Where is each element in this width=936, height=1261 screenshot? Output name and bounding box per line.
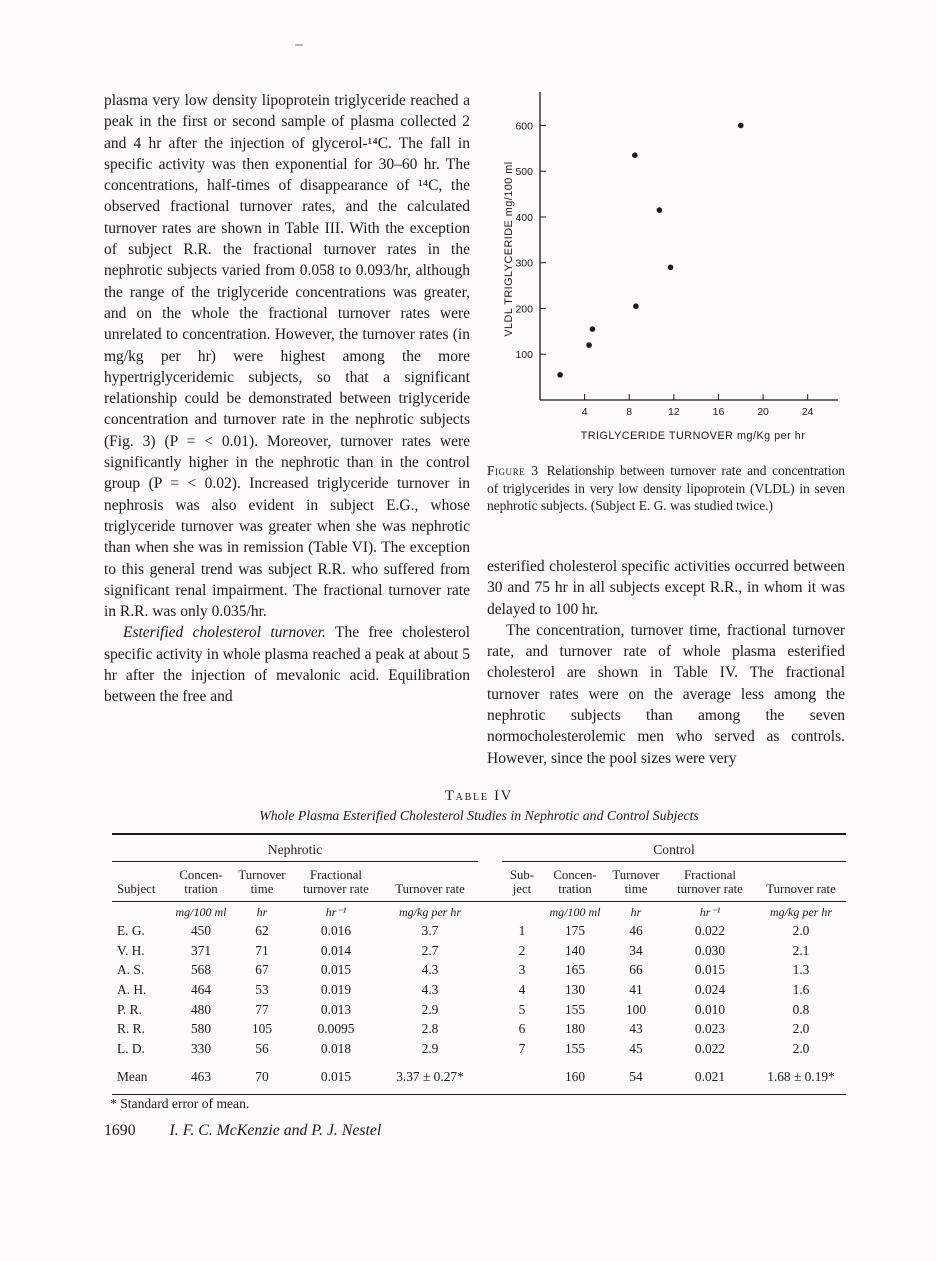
table-column-header-row [112, 862, 846, 902]
value-cell: 0.016 [320, 923, 352, 939]
group-header-control: Control [502, 834, 846, 862]
scatter-point [738, 123, 744, 129]
value-cell: 56 [255, 1040, 269, 1056]
value-cell: 105 [251, 1021, 273, 1037]
x-tick-label: 16 [712, 406, 725, 418]
value-cell: 464 [190, 981, 212, 997]
figure-3 [500, 84, 845, 457]
value-cell: 1 [518, 923, 526, 939]
scatter-point [586, 342, 592, 348]
column-header: Fractional turnover rate [664, 862, 756, 902]
scan-artifact [295, 44, 303, 46]
subject-cell: V. H. [117, 942, 145, 958]
value-cell: 1.6 [792, 981, 810, 997]
table-footnote: * Standard error of mean. [110, 1096, 250, 1111]
column-spacer [478, 980, 502, 1000]
table-iv-block [112, 788, 846, 1095]
column-spacer [478, 922, 502, 942]
column-spacer [478, 1039, 502, 1059]
mean-value: 3.37 ± 0.27* [382, 1059, 478, 1095]
group-header-nephrotic: Nephrotic [112, 834, 478, 862]
value-cell: 2.9 [421, 1040, 439, 1056]
value-cell: 34 [629, 942, 643, 958]
value-cell: 140 [564, 942, 586, 958]
column-spacer [478, 862, 502, 902]
x-axis-label: TRIGLYCERIDE TURNOVER mg/Kg per hr [580, 430, 806, 442]
value-cell: 480 [190, 1001, 212, 1017]
table-subtitle: Whole Plasma Esterified Cholesterol Studies in Nephrotic and Control Subjects [259, 808, 699, 823]
scatter-point [590, 326, 596, 332]
value-cell: 180 [564, 1021, 586, 1037]
table-row [112, 980, 846, 1000]
units-cell: mg/100 ml [549, 904, 601, 919]
value-cell: 45 [629, 1040, 643, 1056]
paragraph-text: The free cholesterol specific activity in whole plasma reached a peak at about 5 hr after the injection of mevalonic acid. Equilibration between the free and [104, 624, 470, 706]
scatter-point [633, 303, 639, 309]
value-cell: 0.8 [792, 1001, 810, 1017]
x-tick-label: 20 [757, 406, 769, 418]
table-row [112, 1000, 846, 1020]
figure-caption [487, 462, 845, 515]
figure-caption-text: Relationship between turnover rate and concentration of triglycerides in very low density lipoprotein (VLDL) in seven nephrotic subjects. (Subject E. G. was studied twice.) [487, 463, 845, 514]
value-cell: 7 [518, 1040, 526, 1056]
column-spacer [478, 961, 502, 981]
column-spacer [478, 834, 502, 862]
value-cell: 2.7 [421, 942, 439, 958]
paragraph-text: The concentration, turnover time, fractional turnover rate, and turnover rate of whole plasma esterified cholesterol are shown in Table IV. The fractional turnover rates were on the average less among the nephrotic subjects than among the seven normocholesterolemic men who served as controls. However, since the pool sizes were very [487, 621, 845, 767]
y-tick-label: 400 [515, 211, 533, 224]
table-units-row [112, 901, 846, 922]
value-cell: 0.015 [694, 962, 726, 978]
table-iv [112, 833, 846, 1095]
x-tick-label: 4 [581, 406, 588, 418]
mean-value: 0.015 [290, 1059, 382, 1095]
value-cell: 3.7 [421, 923, 439, 939]
units-cell: mg/kg per hr [770, 904, 832, 919]
subject-cell: L. D. [117, 1040, 145, 1056]
table-row [112, 1020, 846, 1040]
mean-value [502, 1059, 542, 1095]
scatter-point [668, 265, 674, 271]
value-cell: 43 [629, 1021, 643, 1037]
units-cell: mg/100 ml [175, 904, 227, 919]
table-row [112, 941, 846, 961]
column-spacer [478, 1059, 502, 1095]
value-cell: 130 [564, 981, 586, 997]
value-cell: 4.3 [421, 981, 439, 997]
y-tick-label: 500 [515, 166, 533, 179]
value-cell: 2.9 [421, 1001, 439, 1017]
units-cell: mg/kg per hr [399, 904, 461, 919]
table-title: Table IV [444, 788, 514, 804]
value-cell: 77 [255, 1001, 269, 1017]
table-row [112, 961, 846, 981]
column-header: Fractional turnover rate [290, 862, 382, 902]
value-cell: 0.019 [320, 981, 352, 997]
paragraph-lead-italic: Esterified cholesterol turnover. [123, 624, 326, 642]
value-cell: 568 [190, 962, 212, 978]
subject-cell: E. G. [117, 923, 145, 939]
body-paragraph [104, 622, 470, 707]
value-cell: 580 [190, 1021, 212, 1037]
units-cell: hr [256, 904, 268, 919]
column-spacer [478, 1000, 502, 1020]
column-header: Subject [112, 862, 168, 902]
table-group-header-row [112, 834, 846, 862]
column-header: Sub- ject [502, 862, 542, 902]
body-paragraph [487, 556, 845, 620]
running-authors: I. F. C. McKenzie and P. J. Nestel [169, 1122, 382, 1139]
value-cell: 175 [564, 923, 586, 939]
value-cell: 155 [564, 1001, 586, 1017]
value-cell: 4.3 [421, 962, 439, 978]
value-cell: 0.018 [320, 1040, 352, 1056]
mean-value: 0.021 [664, 1059, 756, 1095]
x-tick-label: 24 [801, 406, 814, 418]
value-cell: 67 [255, 962, 269, 978]
x-tick-label: 12 [668, 406, 680, 418]
value-cell: 6 [518, 1021, 526, 1037]
x-tick-label: 8 [626, 406, 633, 418]
body-paragraph [104, 90, 470, 622]
value-cell: 100 [625, 1001, 647, 1017]
value-cell: 0.024 [694, 981, 726, 997]
subject-cell: P. R. [117, 1001, 142, 1017]
left-column [104, 90, 470, 708]
value-cell: 0.022 [694, 923, 726, 939]
mean-value: 160 [542, 1059, 608, 1095]
table-mean-row [112, 1059, 846, 1095]
mean-value: 54 [608, 1059, 664, 1095]
page-footer [104, 1122, 381, 1140]
column-spacer [478, 901, 502, 922]
value-cell: 66 [629, 962, 643, 978]
subject-cell: A. S. [117, 962, 145, 978]
y-axis-label: VLDL TRIGLYCERIDE mg/100 ml [503, 161, 515, 337]
column-header: Turnover rate [382, 862, 478, 902]
table-row [112, 922, 846, 942]
y-tick-label: 600 [515, 120, 533, 133]
value-cell: 330 [190, 1040, 212, 1056]
column-header: Turnover time [234, 862, 290, 902]
column-header: Turnover rate [756, 862, 846, 902]
body-paragraph [487, 620, 845, 769]
y-tick-label: 100 [515, 349, 533, 362]
units-cell [502, 901, 542, 922]
scatter-point [657, 207, 663, 213]
value-cell: 0.022 [694, 1040, 726, 1056]
value-cell: 0.0095 [317, 1021, 355, 1037]
value-cell: 2.8 [421, 1021, 439, 1037]
y-tick-label: 300 [515, 257, 533, 270]
mean-value: 463 [168, 1059, 234, 1095]
value-cell: 0.013 [320, 1001, 352, 1017]
value-cell: 1.3 [792, 962, 810, 978]
value-cell: 2.0 [792, 923, 810, 939]
value-cell: 41 [629, 981, 643, 997]
value-cell: 0.010 [694, 1001, 726, 1017]
units-cell: hr⁻¹ [699, 904, 721, 919]
value-cell: 0.014 [320, 942, 352, 958]
column-spacer [478, 941, 502, 961]
value-cell: 2 [518, 942, 526, 958]
value-cell: 4 [518, 981, 526, 997]
scatter-point [632, 152, 638, 158]
value-cell: 5 [518, 1001, 526, 1017]
column-header: Turnover time [608, 862, 664, 902]
value-cell: 3 [518, 962, 526, 978]
scatter-plot [500, 84, 845, 452]
value-cell: 62 [255, 923, 269, 939]
value-cell: 2.0 [792, 1040, 810, 1056]
value-cell: 0.030 [694, 942, 726, 958]
units-cell [112, 901, 168, 922]
paragraph-text: esterified cholesterol specific activities occurred between 30 and 75 hr in all subjects except R.R., in whom it was delayed to 100 hr. [487, 558, 845, 618]
value-cell: 155 [564, 1040, 586, 1056]
column-header: Concen- tration [168, 862, 234, 902]
value-cell: 2.0 [792, 1021, 810, 1037]
page-number: 1690 [104, 1122, 136, 1139]
value-cell: 71 [255, 942, 269, 958]
value-cell: 450 [190, 923, 212, 939]
mean-label: Mean [112, 1059, 168, 1095]
y-tick-label: 200 [515, 303, 533, 316]
table-row [112, 1039, 846, 1059]
value-cell: 53 [255, 981, 269, 997]
paragraph-text: plasma very low density lipoprotein triglyceride reached a peak in the first or second sample of plasma collected 2 and 4 hr after the injection of glycerol-¹⁴C. The fall in specific activity was then exponential for 30–60 hr. The concentrations, half-times of disappearance of ¹⁴C, the observed fractional turnover rates, and the calculated turnover rates are shown in Table III. With the exception of subject R.R. the fractional turnover rates in the nephrotic subjects varied from 0.058 to 0.093/hr, although the range of the triglyceride concentrations was greater, and on the whole the fractional turnover rates were unrelated to concentration. However, the turnover rates (in mg/kg per hr) were highest among the more hypertriglyceridemic subjects, so that a significant relationship could be demonstrated between triglyceride concentration and turnover rate in the nephrotic subjects (Fig. 3) (P = < 0.01). Moreover, turnover rates were significantly higher in the nephrotic than in the control group (P = < 0.02). Increased triglyceride turnover in nephrosis was also evident in subject E.G., whose triglyceride turnover was greater when she was nephrotic than when she was in remission (Table VI). The exception to this general trend was subject R.R. who suffered from significant renal impairment. The fractional turnover rate in R.R. was only 0.035/hr. [104, 92, 470, 621]
value-cell: 0.015 [320, 962, 352, 978]
value-cell: 46 [629, 923, 643, 939]
units-cell: hr⁻¹ [325, 904, 347, 919]
value-cell: 2.1 [792, 942, 810, 958]
subject-cell: A. H. [117, 981, 147, 997]
mean-value: 70 [234, 1059, 290, 1095]
value-cell: 0.023 [694, 1021, 726, 1037]
column-spacer [478, 1020, 502, 1040]
mean-value: 1.68 ± 0.19* [756, 1059, 846, 1095]
column-header: Concen- tration [542, 862, 608, 902]
right-column [487, 556, 845, 769]
figure-caption-label: Figure 3 [487, 463, 539, 478]
units-cell: hr [630, 904, 642, 919]
value-cell: 371 [190, 942, 212, 958]
subject-cell: R. R. [117, 1021, 145, 1037]
value-cell: 165 [564, 962, 586, 978]
scatter-point [557, 372, 563, 378]
